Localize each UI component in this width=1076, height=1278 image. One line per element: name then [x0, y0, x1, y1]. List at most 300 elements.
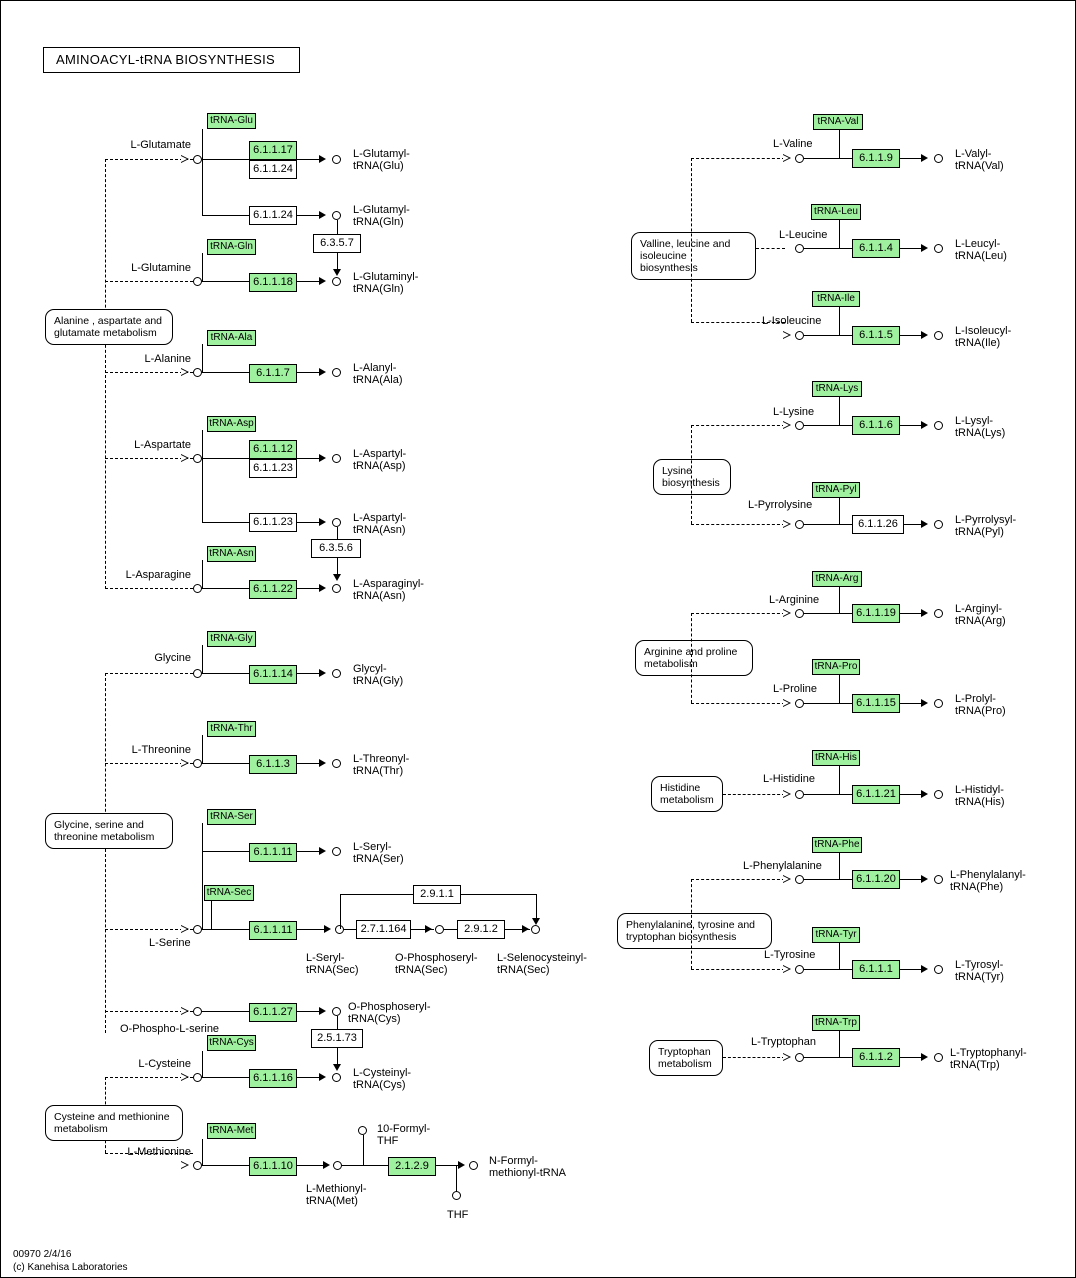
edge-arg-in [691, 613, 785, 614]
arrow-in-tryptophan [783, 1053, 792, 1062]
prod-seryl-trna-sec-l2: tRNA(Sec) [306, 964, 359, 976]
node-l-aspartate[interactable] [193, 454, 202, 463]
edge-gly-in [105, 673, 193, 674]
prod-prolyl-trna-pro-l2: tRNA(Pro) [955, 705, 1006, 717]
arrow-in-phenylalanine [783, 875, 792, 884]
node-l-cysteine[interactable] [193, 1073, 202, 1082]
edge-lys-trunk [691, 425, 692, 524]
prod-threonyl-trna-thr-l1: L-Threonyl- [353, 753, 410, 765]
ec-6-1-1-6[interactable]: 6.1.1.6 [852, 416, 900, 435]
prod-prolyl-trna-pro-l1: L-Prolyl- [955, 693, 996, 705]
node-tryptophanyl-trna-trp[interactable] [934, 1053, 943, 1062]
edge-trna-ile-drop [839, 307, 840, 335]
ec-6-1-1-24b[interactable]: 6.1.1.24 [249, 206, 297, 225]
ec-2-9-1-2[interactable]: 2.9.1.2 [457, 920, 505, 939]
trna-ser[interactable]: tRNA-Ser [207, 809, 256, 825]
edge-glu-in [105, 159, 193, 160]
trna-ile[interactable]: tRNA-Ile [812, 291, 860, 307]
arrow-in-pyrrolysine [783, 520, 792, 529]
node-methionyl-trna-met[interactable] [333, 1161, 342, 1170]
edge-lys-in [691, 425, 785, 426]
edge-trna-thr-drop [202, 735, 203, 763]
prod-arginyl-trna-arg-l2: tRNA(Arg) [955, 615, 1006, 627]
prod-pyrrolysyl-trna-pyl-l2: tRNA(Pyl) [955, 526, 1004, 538]
node-glycine[interactable] [193, 669, 202, 678]
edge-tyr-in [691, 969, 785, 970]
prod-aspartyl-trna-asn-l2: tRNA(Asn) [353, 524, 406, 536]
arrow-in-glutamate [181, 155, 190, 164]
node-phenylalanyl-trna-phe[interactable] [934, 875, 943, 884]
ec-6-1-1-11a[interactable]: 6.1.1.11 [249, 843, 297, 862]
prod-isoleucyl-trna-ile-l1: L-Isoleucyl- [955, 325, 1012, 337]
prod-leucyl-trna-leu-l1: L-Leucyl- [955, 238, 1001, 250]
node-glycyl-trna-gly[interactable] [332, 669, 341, 678]
prod-tyrosyl-trna-tyr-l1: L-Tyrosyl- [955, 959, 1004, 971]
sub-l-glutamine: L-Glutamine [131, 262, 191, 274]
prod-methionyl-trna-met-l2: tRNA(Met) [306, 1195, 358, 1207]
edge-gly-ser-thr-trunk [105, 673, 106, 1033]
edge-trna-sec-drop [211, 901, 212, 929]
arrow-in-lysine [783, 421, 792, 430]
edge-ser-trunk [202, 851, 203, 929]
prod-arginyl-trna-arg-l1: L-Arginyl- [955, 603, 1003, 615]
node-o-phosphoseryl-trna-cys[interactable] [332, 1007, 341, 1016]
edge-phetyr-trunk [691, 879, 692, 969]
prod-glutaminyl-trna-gln-l1: L-Glutaminyl- [353, 271, 419, 283]
prod-tryptophanyl-trna-trp-l1: L-Tryptophanyl- [950, 1047, 1027, 1059]
trna-tyr[interactable]: tRNA-Tyr [812, 927, 860, 943]
node-l-histidine[interactable] [795, 790, 804, 799]
node-aspartyl-trna-asn[interactable] [332, 518, 341, 527]
sub-thf: THF [447, 1209, 469, 1221]
footer-id: 00970 2/4/16 [13, 1249, 72, 1260]
prod-o-phosphoseryl-trna-sec-l1: O-Phosphoseryl- [395, 952, 478, 964]
trna-gln[interactable]: tRNA-Gln [207, 239, 256, 255]
trna-thr[interactable]: tRNA-Thr [207, 721, 256, 737]
edge-trna-gln-drop [202, 253, 203, 281]
map-cys-met[interactable]: Cysteine and methionine metabolism [45, 1105, 183, 1141]
edge-ala-asp-glu-trunk [105, 159, 106, 589]
ec-6-1-1-15[interactable]: 6.1.1.15 [852, 694, 900, 713]
edge-argpro-trunk [691, 613, 692, 703]
edge-trna-trp-drop [839, 1031, 840, 1057]
arrow-in-arginine [783, 609, 792, 618]
sub-l-proline: L-Proline [773, 683, 818, 695]
arrowhead-ser-sec [324, 925, 331, 933]
sub-glycine: Glycine [154, 652, 191, 664]
trna-glu[interactable]: tRNA-Glu [207, 113, 256, 129]
arrowhead-val [921, 154, 928, 162]
node-glutamyl-trna-gln[interactable] [332, 211, 341, 220]
node-glutamyl-trna-glu[interactable] [332, 155, 341, 164]
node-l-valine[interactable] [795, 154, 804, 163]
ec-6-3-5-6[interactable]: 6.3.5.6 [311, 539, 361, 558]
node-l-proline[interactable] [795, 699, 804, 708]
sub-l-methionine: L-Methionine [127, 1146, 191, 1158]
trna-gly[interactable]: tRNA-Gly [207, 631, 256, 647]
ec-6-1-1-14[interactable]: 6.1.1.14 [249, 665, 297, 684]
sub-l-glutamate: L-Glutamate [130, 139, 191, 151]
prod-o-phosphoseryl-trna-cys-l2: tRNA(Cys) [348, 1013, 401, 1025]
ec-6-1-1-23a[interactable]: 6.1.1.23 [249, 459, 297, 478]
ec-2-9-1-1[interactable]: 2.9.1.1 [413, 885, 461, 904]
ec-6-1-1-7[interactable]: 6.1.1.7 [249, 364, 297, 383]
sub-l-valine: L-Valine [773, 138, 813, 150]
ec-6-1-1-5[interactable]: 6.1.1.5 [852, 326, 900, 345]
ec-6-1-1-16[interactable]: 6.1.1.16 [249, 1069, 297, 1088]
sub-l-pyrrolysine: L-Pyrrolysine [748, 499, 813, 511]
edge-glu-branch-down [202, 159, 203, 215]
prod-selenocysteinyl-trna-sec-l2: tRNA(Sec) [497, 964, 550, 976]
node-leucyl-trna-leu[interactable] [934, 244, 943, 253]
node-arginyl-trna-arg[interactable] [934, 609, 943, 618]
edge-phosphoserine-in [105, 1011, 193, 1012]
edge-pro-in [691, 703, 785, 704]
node-l-threonine[interactable] [193, 759, 202, 768]
arrowhead-ile [921, 331, 928, 339]
node-selenocysteinyl-trna-sec[interactable] [531, 925, 540, 934]
ec-2-1-2-9[interactable]: 2.1.2.9 [388, 1157, 436, 1176]
edge-val-in [691, 158, 785, 159]
map-phe-tyr-trp[interactable]: Phenylalanine, tyrosine and tryptophan biosynthesis [617, 913, 772, 949]
sub-l-asparagine: L-Asparagine [125, 569, 191, 581]
arrow-in-methionine [181, 1161, 190, 1170]
arrowhead-pro [921, 699, 928, 707]
arrowhead-6357 [333, 269, 341, 276]
ec-6-1-1-21[interactable]: 6.1.1.21 [852, 785, 900, 804]
ec-6-1-1-12[interactable]: 6.1.1.12 [249, 440, 297, 459]
trna-pyl[interactable]: tRNA-Pyl [812, 482, 860, 498]
map-arg-pro[interactable]: Arginine and proline metabolism [635, 640, 753, 676]
arrowhead-met [323, 1161, 330, 1169]
trna-val[interactable]: tRNA-Val [813, 114, 863, 130]
edge-gln-in [105, 281, 193, 282]
prod-glutamyl-trna-gln-l1: L-Glutamyl- [353, 204, 410, 216]
prod-n-formylmethionyl-trna-l1: N-Formyl- [489, 1155, 538, 1167]
ec-6-1-1-3[interactable]: 6.1.1.3 [249, 755, 297, 774]
arrowhead-asp-asn [319, 518, 326, 526]
node-valyl-trna-val[interactable] [934, 154, 943, 163]
edge-trna-phe-drop [839, 853, 840, 879]
arrowhead-glu [319, 155, 326, 163]
prod-aspartyl-trna-asn-l1: L-Aspartyl- [353, 512, 407, 524]
ec-6-1-1-11b[interactable]: 6.1.1.11 [249, 921, 297, 940]
arrow-in-aspartate [181, 454, 190, 463]
trna-sec[interactable]: tRNA-Sec [204, 885, 254, 901]
ec-6-1-1-18[interactable]: 6.1.1.18 [249, 273, 297, 292]
sub-l-isoleucine: L-Isoleucine [762, 315, 822, 327]
node-l-pyrrolysine[interactable] [795, 520, 804, 529]
edge-trna-leu-drop [839, 220, 840, 248]
prod-isoleucyl-trna-ile-l2: tRNA(Ile) [955, 337, 1001, 349]
edge-bypass-left [340, 894, 341, 929]
edge-trna-ala-drop [202, 344, 203, 372]
edge-asp-branch-down [202, 458, 203, 522]
node-l-serine[interactable] [193, 925, 202, 934]
node-seryl-trna-ser[interactable] [332, 847, 341, 856]
ec-2-5-1-73[interactable]: 2.5.1.73 [311, 1029, 363, 1048]
prod-o-phosphoseryl-trna-cys-l1: O-Phosphoseryl- [348, 1001, 431, 1013]
edge-trna-lys-drop [839, 397, 840, 425]
arrowhead-selenocys [522, 925, 529, 933]
prod-cysteinyl-trna-cys-l1: L-Cysteinyl- [353, 1067, 412, 1079]
trna-asp[interactable]: tRNA-Asp [207, 416, 256, 432]
page-title: AMINOACYL-tRNA BIOSYNTHESIS [56, 52, 276, 67]
arrowhead-ser [319, 847, 326, 855]
node-alanyl-trna-ala[interactable] [332, 368, 341, 377]
prod-valyl-trna-val-l1: L-Valyl- [955, 148, 992, 160]
ec-6-1-1-4[interactable]: 6.1.1.4 [852, 239, 900, 258]
prod-methionyl-trna-met-l1: L-Methionyl- [306, 1183, 367, 1195]
edge-trna-tyr-drop [839, 943, 840, 969]
map-lysine[interactable]: Lysine biosynthesis [653, 459, 731, 495]
ec-6-1-1-17[interactable]: 6.1.1.17 [249, 141, 297, 160]
node-l-lysine[interactable] [795, 421, 804, 430]
arrowhead-asn [319, 584, 326, 592]
ec-2-7-1-164[interactable]: 2.7.1.164 [356, 920, 411, 939]
edge-ala-in [105, 372, 193, 373]
prod-glutamyl-trna-glu-l2: tRNA(Glu) [353, 160, 404, 172]
node-o-phospho-l-serine[interactable] [193, 1007, 202, 1016]
node-lysyl-trna-lys[interactable] [934, 421, 943, 430]
footer-credit: (c) Kanehisa Laboratories [13, 1262, 128, 1273]
edge-formylthf-down [363, 1135, 364, 1165]
arrowhead-lys [921, 421, 928, 429]
arrowhead-gly [319, 669, 326, 677]
arrowhead-thr [319, 759, 326, 767]
sub-l-tryptophan: L-Tryptophan [751, 1036, 817, 1048]
node-l-asparagine[interactable] [193, 584, 202, 593]
trna-phe[interactable]: tRNA-Phe [812, 837, 862, 853]
trna-lys[interactable]: tRNA-Lys [812, 381, 862, 397]
edge-phe-in [691, 879, 785, 880]
prod-seryl-trna-sec-l1: L-Seryl- [306, 952, 345, 964]
prod-lysyl-trna-lys-l2: tRNA(Lys) [955, 427, 1006, 439]
prod-asparaginyl-trna-asn-l1: L-Asparaginyl- [353, 578, 424, 590]
sub-l-alanine: L-Alanine [144, 353, 191, 365]
prod-glutamyl-trna-glu-l1: L-Glutamyl- [353, 148, 410, 160]
map-ala-asp-glu[interactable]: Alanine , aspartate and glutamate metabolism [45, 309, 173, 345]
arrow-in-alanine [181, 368, 190, 377]
edge-trna-val-drop [839, 130, 840, 158]
prod-selenocysteinyl-trna-sec-l1: L-Selenocysteinyl- [497, 952, 587, 964]
trna-arg[interactable]: tRNA-Arg [812, 571, 862, 587]
node-l-alanine[interactable] [193, 368, 202, 377]
prod-phenylalanyl-trna-phe-l1: L-Phenylalanyl- [950, 869, 1026, 881]
prod-aspartyl-trna-asp-l2: tRNA(Asp) [353, 460, 406, 472]
edge-trna-asn-drop [202, 560, 203, 588]
prod-cysteinyl-trna-cys-l2: tRNA(Cys) [353, 1079, 406, 1091]
node-l-phenylalanine[interactable] [795, 875, 804, 884]
prod-glutamyl-trna-gln-l2: tRNA(Gln) [353, 216, 404, 228]
arrowhead-arg [921, 609, 928, 617]
trna-his[interactable]: tRNA-His [812, 750, 860, 766]
edge-trna-ser-drop [202, 823, 203, 851]
edge-trna-his-drop [839, 766, 840, 794]
ec-6-1-1-2[interactable]: 6.1.1.2 [852, 1048, 900, 1067]
edge-cys-in [105, 1077, 193, 1078]
edge-thr-in [105, 763, 193, 764]
map-val-leu-ile[interactable]: Valline, leucine and isoleucine biosynthesis [631, 232, 756, 280]
node-histidyl-trna-his[interactable] [934, 790, 943, 799]
edge-vli-trunk [691, 158, 692, 322]
prod-valyl-trna-val-l2: tRNA(Val) [955, 160, 1004, 172]
sub-10-formyl-thf-l1: 10-Formyl- [377, 1123, 431, 1135]
arrowhead-ala [319, 368, 326, 376]
prod-leucyl-trna-leu-l2: tRNA(Leu) [955, 250, 1007, 262]
node-pyrrolysyl-trna-pyl[interactable] [934, 520, 943, 529]
arrow-in-isoleucine [783, 331, 792, 340]
trna-leu[interactable]: tRNA-Leu [811, 204, 861, 220]
node-prolyl-trna-pro[interactable] [934, 699, 943, 708]
arrowhead-25173 [333, 1064, 341, 1071]
ec-6-1-1-27[interactable]: 6.1.1.27 [249, 1003, 297, 1022]
node-l-leucine[interactable] [795, 244, 804, 253]
node-l-arginine[interactable] [795, 609, 804, 618]
sub-l-leucine: L-Leucine [779, 229, 828, 241]
sub-l-tyrosine: L-Tyrosine [764, 949, 816, 961]
prod-alanyl-trna-ala-l1: L-Alanyl- [353, 362, 397, 374]
node-n-formylmethionyl-trna[interactable] [469, 1161, 478, 1170]
edge-pyl-in [691, 524, 785, 525]
node-asparaginyl-trna-asn[interactable] [332, 584, 341, 593]
sub-l-phenylalanine: L-Phenylalanine [743, 860, 822, 872]
map-gly-ser-thr[interactable]: Glycine, serine and threonine metabolism [45, 813, 173, 849]
edge-trna-asp-drop [202, 430, 203, 458]
ec-6-3-5-7[interactable]: 6.3.5.7 [313, 234, 361, 253]
arrowhead-bypass [532, 918, 540, 925]
node-l-glutamate[interactable] [193, 155, 202, 164]
arrowhead-phosphoseryl-sec [425, 925, 432, 933]
edge-to-25173 [337, 1016, 338, 1029]
map-tryptophan[interactable]: Tryptophan metabolism [649, 1040, 723, 1076]
ec-6-1-1-24a[interactable]: 6.1.1.24 [249, 160, 297, 179]
node-tyrosyl-trna-tyr[interactable] [934, 965, 943, 974]
node-thf[interactable] [452, 1191, 461, 1200]
arrowhead-phosphoseryl-cys [319, 1007, 326, 1015]
arrowhead-tyr [921, 965, 928, 973]
node-aspartyl-trna-asp[interactable] [332, 454, 341, 463]
prod-histidyl-trna-his-l1: L-Histidyl- [955, 784, 1004, 796]
edge-leu-in [756, 248, 785, 249]
node-cysteinyl-trna-cys[interactable] [332, 1073, 341, 1082]
prod-glycyl-trna-gly-l2: tRNA(Gly) [353, 675, 404, 687]
sub-o-phospho-l-serine: O-Phospho-L-serine [120, 1023, 220, 1035]
arrowhead-pyl [921, 520, 928, 528]
arrow-in-tyrosine [783, 965, 792, 974]
arrowhead-phe [921, 875, 928, 883]
prod-tyrosyl-trna-tyr-l2: tRNA(Tyr) [955, 971, 1004, 983]
node-l-methionine[interactable] [193, 1161, 202, 1170]
node-isoleucyl-trna-ile[interactable] [934, 331, 943, 340]
edge-trna-pro-drop [839, 675, 840, 703]
trna-ala[interactable]: tRNA-Ala [207, 330, 256, 346]
prod-glycyl-trna-gly-l1: Glycyl- [353, 663, 387, 675]
prod-tryptophanyl-trna-trp-l2: tRNA(Trp) [950, 1059, 1000, 1071]
prod-seryl-trna-ser-l2: tRNA(Ser) [353, 853, 404, 865]
ec-6-1-1-19[interactable]: 6.1.1.19 [852, 604, 900, 623]
ec-6-1-1-10[interactable]: 6.1.1.10 [249, 1157, 297, 1176]
edge-ser-in [105, 929, 193, 930]
arrowhead-glu-gln [319, 211, 326, 219]
prod-alanyl-trna-ala-l2: tRNA(Ala) [353, 374, 403, 386]
arrowhead-leu [921, 244, 928, 252]
node-o-phosphoseryl-trna-sec[interactable] [435, 925, 444, 934]
prod-histidyl-trna-his-l2: tRNA(His) [955, 796, 1005, 808]
arrow-in-threonine [181, 759, 190, 768]
sub-l-arginine: L-Arginine [769, 594, 820, 606]
edge-trna-met-drop [202, 1139, 203, 1165]
edge-asn-in [105, 588, 193, 589]
sub-l-aspartate: L-Aspartate [134, 439, 191, 451]
trna-asn[interactable]: tRNA-Asn [207, 546, 256, 562]
node-l-isoleucine[interactable] [795, 331, 804, 340]
ec-6-1-1-9[interactable]: 6.1.1.9 [852, 149, 900, 168]
node-l-tyrosine[interactable] [795, 965, 804, 974]
edge-trna-cys-drop [202, 1051, 203, 1077]
trna-pro[interactable]: tRNA-Pro [812, 659, 860, 675]
map-histidine[interactable]: Histidine metabolism [651, 776, 723, 812]
trna-met[interactable]: tRNA-Met [207, 1123, 256, 1139]
sub-l-histidine: L-Histidine [763, 773, 815, 785]
ec-6-1-1-23b[interactable]: 6.1.1.23 [249, 513, 297, 532]
page-title-box [43, 47, 300, 73]
arrowhead-gln [319, 277, 326, 285]
edge-trna-pyl-drop [839, 497, 840, 524]
prod-o-phosphoseryl-trna-sec-l2: tRNA(Sec) [395, 964, 448, 976]
node-threonyl-trna-thr[interactable] [332, 759, 341, 768]
edge-to-6356 [337, 527, 338, 539]
arrowhead-asp [319, 454, 326, 462]
arrow-in-cysteine [181, 1073, 190, 1082]
ec-6-1-1-26[interactable]: 6.1.1.26 [852, 515, 904, 534]
node-glutaminyl-trna-gln[interactable] [332, 277, 341, 286]
sub-l-cysteine: L-Cysteine [138, 1058, 191, 1070]
edge-his-in [723, 794, 785, 795]
arrowhead-cys [319, 1073, 326, 1081]
ec-6-1-1-20[interactable]: 6.1.1.20 [852, 870, 900, 889]
prod-phenylalanyl-trna-phe-l2: tRNA(Phe) [950, 881, 1004, 893]
edge-trna-gly-drop [202, 645, 203, 673]
node-l-glutamine[interactable] [193, 277, 202, 286]
edge-thf-down [456, 1165, 457, 1193]
sub-l-threonine: L-Threonine [131, 744, 191, 756]
ec-6-1-1-1[interactable]: 6.1.1.1 [852, 960, 900, 979]
edge-trp-in [723, 1057, 785, 1058]
node-10-formyl-thf[interactable] [358, 1126, 367, 1135]
arrowhead-trp [921, 1053, 928, 1061]
sub-l-serine: L-Serine [149, 937, 191, 949]
arrow-in-valine [783, 154, 792, 163]
ec-6-1-1-22[interactable]: 6.1.1.22 [249, 580, 297, 599]
trna-trp[interactable]: tRNA-Trp [812, 1015, 860, 1031]
prod-seryl-trna-ser-l1: L-Seryl- [353, 841, 392, 853]
edge-trna-glu-drop [202, 129, 203, 159]
edge-asp-in [105, 458, 193, 459]
arrowhead-his [921, 790, 928, 798]
arrow-in-proline [783, 699, 792, 708]
node-l-tryptophan[interactable] [795, 1053, 804, 1062]
prod-asparaginyl-trna-asn-l2: tRNA(Asn) [353, 590, 406, 602]
prod-lysyl-trna-lys-l1: L-Lysyl- [955, 415, 994, 427]
prod-pyrrolysyl-trna-pyl-l1: L-Pyrrolysyl- [955, 514, 1017, 526]
sub-10-formyl-thf-l2: THF [377, 1135, 399, 1147]
edge-trna-arg-drop [839, 587, 840, 613]
arrow-in-phosphoserine [181, 1007, 190, 1016]
trna-cys[interactable]: tRNA-Cys [207, 1035, 256, 1051]
sub-l-lysine: L-Lysine [773, 406, 815, 418]
prod-glutaminyl-trna-gln-l2: tRNA(Gln) [353, 283, 404, 295]
